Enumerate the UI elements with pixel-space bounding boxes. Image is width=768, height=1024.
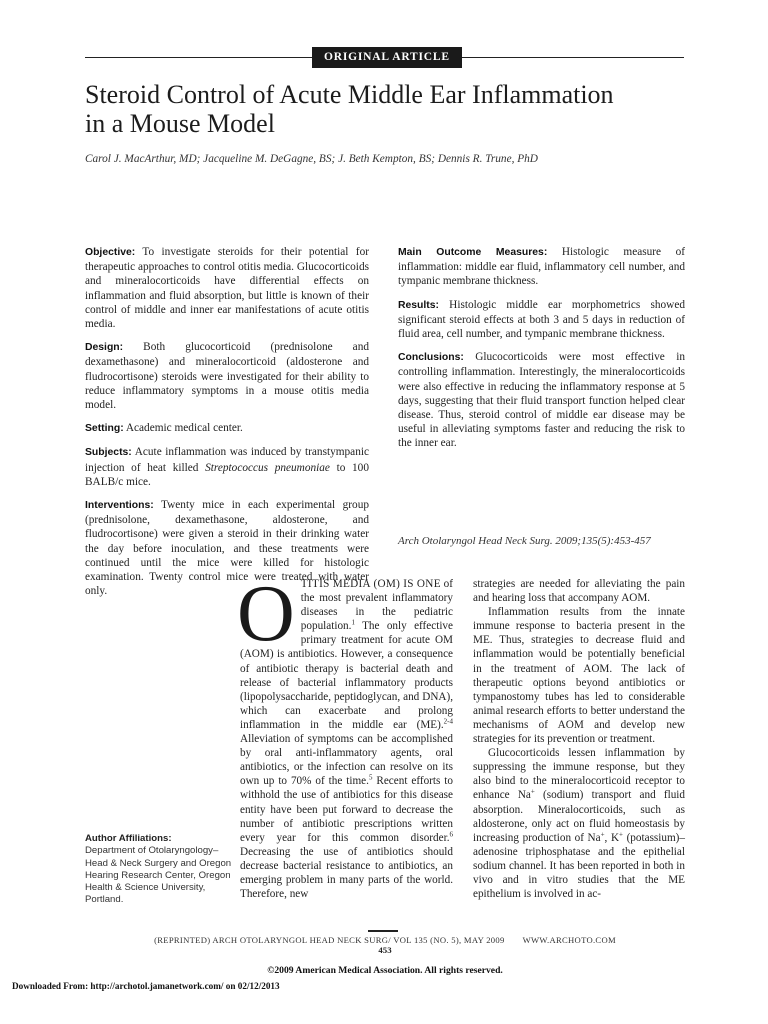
subjects-species: Streptococcus pneumoniae	[205, 461, 330, 474]
abstract-objective	[85, 245, 369, 331]
setting-text: Academic medical center.	[125, 422, 243, 435]
objective-text: To investigate steroids for their potential for therapeutic approaches to control otitis media. Glucocorticoids and mineralocorticoids have differential effects on inflammation and fluid absorption, but little is known of their control of middle and inner ear manifestations of acute otitis media.	[85, 246, 369, 331]
subjects-label: Subjects:	[85, 447, 132, 459]
sodium-plus-2: +	[600, 829, 605, 838]
ref-2-4: 2-4	[443, 717, 453, 726]
intro-text-b: The only effective primary treatment for acute OM (AOM) is antibiotics. However, a consequence of antibiotic therapy is bacterial death and release of bacterial inflammatory products (lipopolysaccharide, peptidoglycan, and DNA), which can exacerbate and prolong inflammation in the middle ear (ME).	[240, 620, 453, 731]
page-number: 453	[378, 945, 392, 955]
main-outcome-label: Main Outcome Measures:	[398, 247, 548, 258]
objective-label: Objective:	[85, 247, 136, 258]
ref-6: 6	[449, 829, 453, 838]
lead-in: TITIS MEDIA (OM) IS ONE	[300, 578, 441, 590]
title-line-2: in a Mouse Model	[85, 109, 275, 138]
footer-website-link[interactable]: WWW.ARCHOTO.COM	[522, 935, 616, 945]
abstract-right-column	[398, 245, 685, 460]
affiliations-text: Department of Otolaryngology–Head & Neck Surgery and Oregon Hearing Research Center, Oregon Health & Science University, Portland.	[85, 845, 232, 906]
p3-text-b: (sodium) transport and fluid absorption. Mineralocorticoids, such as aldosterone, only act on fluid homeostasis by increasing production of Na	[473, 789, 685, 844]
title-line-1: Steroid Control of Acute Middle Ear Inflammation	[85, 80, 614, 109]
interventions-text: Twenty mice in each experimental group (prednisolone, dexamethasone, aldosterone, and fludrocortisone) were given a steroid in their drinking water the day before inoculation, and these treatments were continued until the mice were killed for histologic examination. Twenty control mice were treated with water only.	[85, 499, 369, 598]
abstract-left-column	[85, 245, 369, 607]
download-notice: Downloaded From: http://archotol.jamanetwork.com/ on 02/12/2013	[12, 981, 280, 991]
body-column-right	[473, 577, 685, 901]
abstract-conclusions	[398, 350, 685, 450]
footer-rule	[368, 930, 398, 932]
intro-paragraph-2: Inflammation results from the innate immune response to bacteria present in the ME. Thus, strategies to decrease fluid and inflammation would be potentially beneficial in the treatment of AOM. The lack of therapeutic options beyond antibiotics or tympanostomy tubes has led to considerable animal research efforts to better understand the mechanisms of AOM and develop new strategies for its prevention or treatment.	[473, 606, 685, 746]
sodium-plus: +	[530, 787, 535, 796]
intro-text-a: of the most prevalent inflammatory diseases in the pediatric population.	[300, 578, 453, 633]
affiliations-heading: Author Affiliations:	[85, 833, 172, 844]
author-list: Carol J. MacArthur, MD; Jacqueline M. DeGagne, BS; J. Beth Kempton, BS; Dennis R. Trune, PhD	[85, 153, 538, 165]
abstract-main-outcome	[398, 245, 685, 289]
abstract-design	[85, 340, 369, 412]
interventions-label: Interventions:	[85, 500, 154, 512]
intro-paragraph-1	[237, 570, 453, 901]
body-column-middle	[237, 570, 453, 901]
setting-label: Setting:	[85, 423, 124, 435]
p3-text-c: , K	[604, 831, 620, 844]
drop-cap: O	[237, 570, 295, 658]
main-outcome-text: Histologic measure of inflammation: middle ear fluid, inflammatory cell number, and tympanic membrane thickness.	[398, 246, 686, 288]
p3-text-d: (potassium)–adenosine triphosphatase and the epithelial sodium channel. It has been reported in both in vivo and in vitro studies that the ME epithelium is involved in ac-	[473, 831, 685, 901]
intro-text-c: Alleviation of symptoms can be accomplished by oral anti-inflammatory agents, oral antibiotics, or the infection can resolve on its own up to 70% of the time.	[240, 733, 453, 788]
results-text: Histologic middle ear morphometrics showed significant steroid effects at both 3 and 5 days in reduction of fluid area, cell number, and tympanic membrane thickness.	[398, 298, 685, 341]
ref-5: 5	[368, 773, 373, 782]
author-affiliations	[85, 833, 235, 907]
potassium-plus: +	[619, 829, 623, 838]
intro-text-d: Recent efforts to withhold the use of antibiotics for this disease entity have been put forward to decrease the number of antibiotic prescriptions written every year for this common disorder.	[240, 775, 453, 844]
abstract-setting	[85, 421, 369, 436]
design-text: Both glucocorticoid (prednisolone and dexamethasone) and mineralocorticoid (aldosterone and fludrocortisone) steroids were investigated for their ability to reduce inflammatory symptoms in a mouse otitis media model.	[85, 341, 369, 412]
conclusions-label: Conclusions:	[398, 352, 464, 364]
footer-journal-line	[85, 935, 685, 945]
intro-paragraph-1-continued: strategies are needed for alleviating the pain and hearing loss that accompany AOM.	[473, 578, 685, 605]
ref-1: 1	[351, 618, 355, 627]
design-label: Design:	[85, 342, 124, 354]
abstract-subjects	[85, 445, 369, 489]
intro-paragraph-3	[473, 746, 685, 901]
abstract-results	[398, 298, 685, 342]
intro-text-e: Decreasing the use of antibiotics should decrease bacterial resistance to antibiotics, an emerging problem in many parts of the world. Therefore, new	[240, 845, 453, 901]
article-type-badge: ORIGINAL ARTICLE	[312, 47, 462, 68]
article-title	[85, 80, 705, 138]
subjects-text-a: Acute inflammation was induced by transtympanic injection of heat killed	[85, 446, 370, 474]
footer-reprinted: (REPRINTED) ARCH OTOLARYNGOL HEAD NECK SURG/ VOL 135 (NO. 5), MAY 2009	[154, 935, 505, 945]
p3-text-a: Glucocorticoids lessen inflammation by suppressing the immune response, but they also bind to the mineralocorticoid receptor to enhance Na	[473, 747, 685, 802]
copyright-notice: ©2009 American Medical Association. All rights reserved.	[267, 965, 503, 976]
conclusions-text: Glucocorticoids were most effective in controlling inflammation. Interestingly, the mineralocorticoids were also effective in reducing the inflammatory response at 5 days, suggesting that their fluid transport function helped clear disease. Thus, steroid control of middle ear disease may be useful in alleviating symptoms faster and reducing the risk to the inner ear.	[398, 351, 685, 450]
subjects-text-b: to 100 BALB/c mice.	[85, 461, 369, 488]
journal-citation: Arch Otolaryngol Head Neck Surg. 2009;135(5):453-457	[398, 535, 651, 547]
results-label: Results:	[398, 299, 439, 311]
